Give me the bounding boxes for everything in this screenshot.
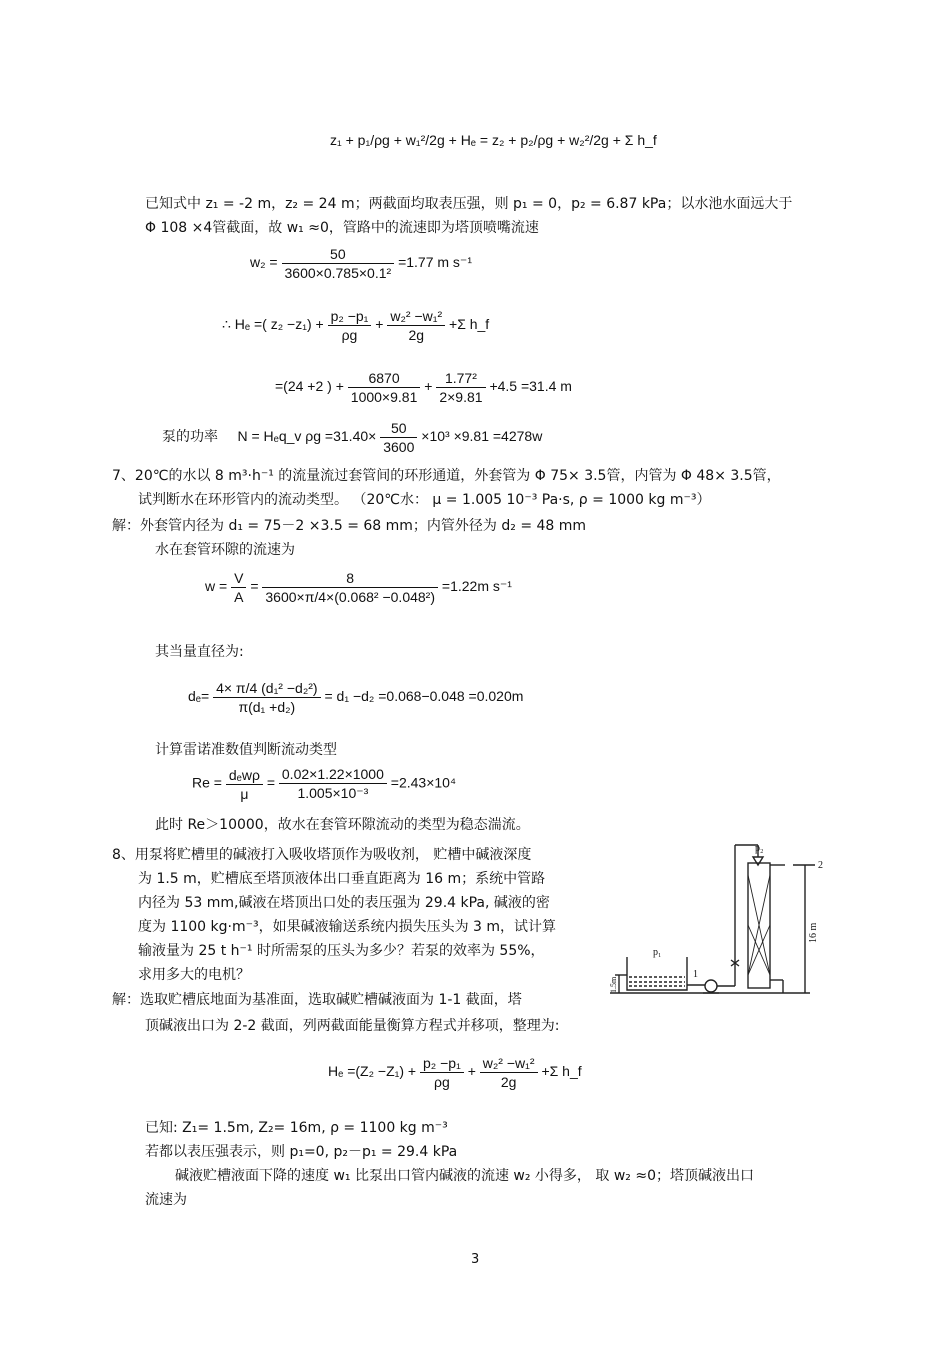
p7-question-line-2: 试判断水在环形管内的流动类型。 （20℃水： μ = 1.005 10⁻³ Pa·s, ρ = 1000 kg m⁻³）: [138, 492, 711, 508]
page-number: 3: [471, 1252, 480, 1267]
p8-solution-line-2: 顶碱液出口为 2-2 截面，列两截面能量衡算方程式并移项，整理为:: [145, 1018, 560, 1034]
p8-question-line: 输液量为 25 t h⁻¹ 时所需泵的压头为多少？若泵的效率为 55%，: [138, 943, 545, 959]
p8-he-f1-num: p₂ −p₁: [420, 1055, 464, 1073]
p8-he-f1-den: ρg: [434, 1074, 450, 1090]
calc-frac-2: [436, 370, 485, 405]
he-plus: +: [375, 316, 384, 333]
p7-de-den: π(d₁ +d₂): [238, 699, 296, 715]
p8-known: 已知: Z₁= 1.5m, Z₂= 16m, ρ = 1100 kg m⁻³: [145, 1120, 448, 1136]
p8-he-f2-num: w₂² −w₁²: [480, 1055, 538, 1073]
p7-re-f1-den: μ: [240, 785, 249, 802]
fig-height-15: 1.5m: [609, 976, 618, 993]
w2-denominator: 3600×0.785×0.1²: [284, 265, 392, 281]
p7-de-prefix: dₑ=: [188, 688, 210, 705]
p7-de-equation: [188, 680, 523, 715]
p8-question-line: 度为 1100 kg·m⁻³，如果碱液输送系统内损失压头为 3 m，试计算: [138, 919, 557, 935]
p7-re-result: =2.43×10⁴: [390, 774, 456, 791]
p8-he-tail: +Σ h_f: [541, 1063, 582, 1080]
p7-velocity-equation: w = $\frac{V}{A}$ = $\frac{8}{\text{3600×π/4×(0.068² −0.048²)}}$ =1.22m s⁻¹: [205, 570, 512, 605]
calc-frac-1-den: 1000×9.81: [350, 389, 418, 405]
p8-he-lhs: Hₑ =(Z₂ −Z₁) +: [328, 1063, 417, 1080]
p7-re-frac-2: [279, 766, 387, 802]
w2-fraction: [282, 246, 395, 281]
bernoulli-text: z₁ + p₁/ρg + w₁²/2g + Hₑ = z₂ + p₂/ρg + w₂²/2g + Σ h_f: [330, 132, 657, 148]
p7-va-num: V: [231, 570, 246, 588]
calc-frac-2-den: 2×9.81: [439, 389, 483, 405]
p8-question-line: 求用多大的电机？: [138, 967, 250, 983]
p8-question: [112, 843, 556, 987]
p8-he-f2-den: 2g: [500, 1074, 517, 1090]
power-equation: [162, 420, 542, 455]
pump-symbol: [705, 980, 717, 992]
p8-solution-line-1: 解：选取贮槽底地面为基准面，选取碱贮槽碱液面为 1-1 截面，塔: [112, 992, 522, 1008]
w2-equation: [250, 246, 472, 281]
p7-re-f1-num: dₑwρ: [226, 767, 263, 785]
fig-label-2: 2: [818, 860, 823, 871]
p7-re-label: 计算雷诺准数值判断流动类型: [155, 742, 337, 758]
p7-de-num: 4× π/4 (d₁² −d₂²): [213, 680, 321, 698]
p8-he-frac-2: [480, 1055, 538, 1090]
w2-numerator: 50: [282, 246, 395, 264]
known-line-1: 已知式中 z₁ = -2 m，z₂ = 24 m；两截面均取表压强，则 p₁ = 0，p₂ = 6.87 kPa；以水池水面远大于: [145, 196, 793, 212]
p7-conclusion: 此时 Re＞10000，故水在套管环隙流动的类型为稳态湍流。: [155, 817, 530, 833]
p7-de-fraction: [213, 680, 321, 715]
he-frac-pressure-den: ρg: [341, 327, 358, 343]
p7-question-line-1: 7、20℃的水以 8 m³·h⁻¹ 的流量流过套管间的环形通道，外套管为 Φ 75× 3.5管，内管为 Φ 48× 3.5管，: [112, 468, 781, 484]
he-frac-velocity: [387, 308, 445, 343]
p7-w-fraction: [262, 570, 438, 605]
storage-tank: [627, 957, 687, 990]
he-frac-velocity-num: w₂² −w₁²: [387, 308, 445, 326]
he-equation: [222, 308, 489, 343]
power-lhs: N = Hₑq_v ρg =31.40×: [237, 428, 377, 445]
fig-height-16: 16 m: [808, 922, 819, 943]
p7-de-label: 其当量直径为:: [155, 644, 244, 660]
calc-equation: =(24 +2 ) + $\frac{6870}{1000\times 9.81}$ + $\frac{\text{1.77²}}{2\times 9.81}$ +4.5 =31.4 m: [275, 370, 572, 405]
he-frac-pressure-num: p₂ −p₁: [328, 308, 372, 326]
p8-he-frac-1: [420, 1055, 464, 1090]
calc-lhs: =(24 +2 ) +: [275, 378, 344, 395]
power-fraction: [380, 420, 417, 455]
p8-question-line: 内径为 53 mm,碱液在塔顶出口处的表压强为 29.4 kPa, 碱液的密: [138, 895, 550, 911]
p8-speed-line-2: 流速为: [145, 1192, 187, 1208]
calc-frac-2-num: 1.77²: [436, 370, 485, 388]
p8-speed-line-1: 碱液贮槽液面下降的速度 w₁ 比泵出口管内碱液的流速 w₂ 小得多， 取 w₂ ≈0；塔顶碱液出口: [175, 1168, 754, 1184]
w2-lhs: w₂ =: [250, 254, 278, 271]
p8-question-line: 为 1.5 m，贮槽底至塔顶液体出口垂直距离为 16 m；系统中管路: [138, 871, 546, 887]
power-num: 50: [380, 420, 417, 438]
fig-label-p1: p₁: [653, 947, 662, 958]
p7-w-num: 8: [262, 570, 438, 588]
p7-solution-line-1: 解：外套管内径为 d₁ = 75－2 ×3.5 = 68 mm；内管外径为 d₂ = 48 mm: [112, 518, 587, 534]
p7-re-f2-num: 0.02×1.22×1000: [279, 766, 387, 784]
bernoulli-equation: [330, 132, 657, 148]
p7-w-den: 3600×π/4×(0.068² −0.048²): [265, 589, 436, 605]
p8-he-equation: Hₑ =(Z₂ −Z₁) + $\frac{\text{p₂ −p₁}}{\rho g}$ + $\frac{\text{w₂² −w₁²}}{2g}$ +Σ h_f: [328, 1055, 582, 1090]
calc-tail: +4.5 =31.4 m: [489, 378, 572, 395]
p8-gauge: 若都以表压强表示，则 p₁=0, p₂－p₁ = 29.4 kPa: [145, 1144, 458, 1160]
power-den: 3600: [383, 439, 415, 455]
p7-re-prefix: Re =: [192, 774, 222, 791]
power-label: 泵的功率: [162, 428, 218, 445]
fig-label-1: 1: [693, 969, 698, 980]
p7-va-fraction: [231, 570, 246, 605]
fig-label-p2: p₂: [755, 843, 764, 854]
calc-frac-1: [348, 370, 421, 405]
p7-solution-line-2: 水在套管环隙的流速为: [155, 542, 295, 558]
he-lhs: ∴ Hₑ =( z₂ −z₁) +: [222, 316, 324, 333]
he-tail: +Σ h_f: [449, 316, 490, 333]
p8-question-line: 8、用泵将贮槽里的碱液打入吸收塔顶作为吸收剂， 贮槽中碱液深度: [112, 847, 532, 863]
p7-w-result: =1.22m s⁻¹: [441, 578, 512, 595]
absorption-tower-figure: [605, 835, 830, 1010]
p7-re-frac-1: [226, 767, 263, 802]
p7-re-equation: Re = $\frac{\text{dₑwρ}}{\mu}$ = $\frac{0.02\times 1.22\times 1000}{\text{1.005×10⁻³}}$ =2.43×10⁴: [192, 766, 456, 802]
he-frac-pressure: [328, 308, 372, 343]
power-tail: ×10³ ×9.81 =4278w: [421, 428, 543, 445]
he-frac-velocity-den: 2g: [408, 327, 425, 343]
p7-re-f2-den: 1.005×10⁻³: [297, 785, 369, 801]
p7-va-den: A: [234, 589, 244, 605]
calc-frac-1-num: 6870: [348, 370, 421, 388]
p7-w-prefix: w =: [205, 578, 228, 595]
p7-de-result: = d₁ −d₂ =0.068−0.048 =0.020m: [324, 688, 524, 705]
w2-result: =1.77 m s⁻¹: [398, 254, 472, 271]
known-line-2: Φ 108 ×4管截面，故 w₁ ≈0，管路中的流速即为塔顶喷嘴流速: [145, 220, 539, 236]
